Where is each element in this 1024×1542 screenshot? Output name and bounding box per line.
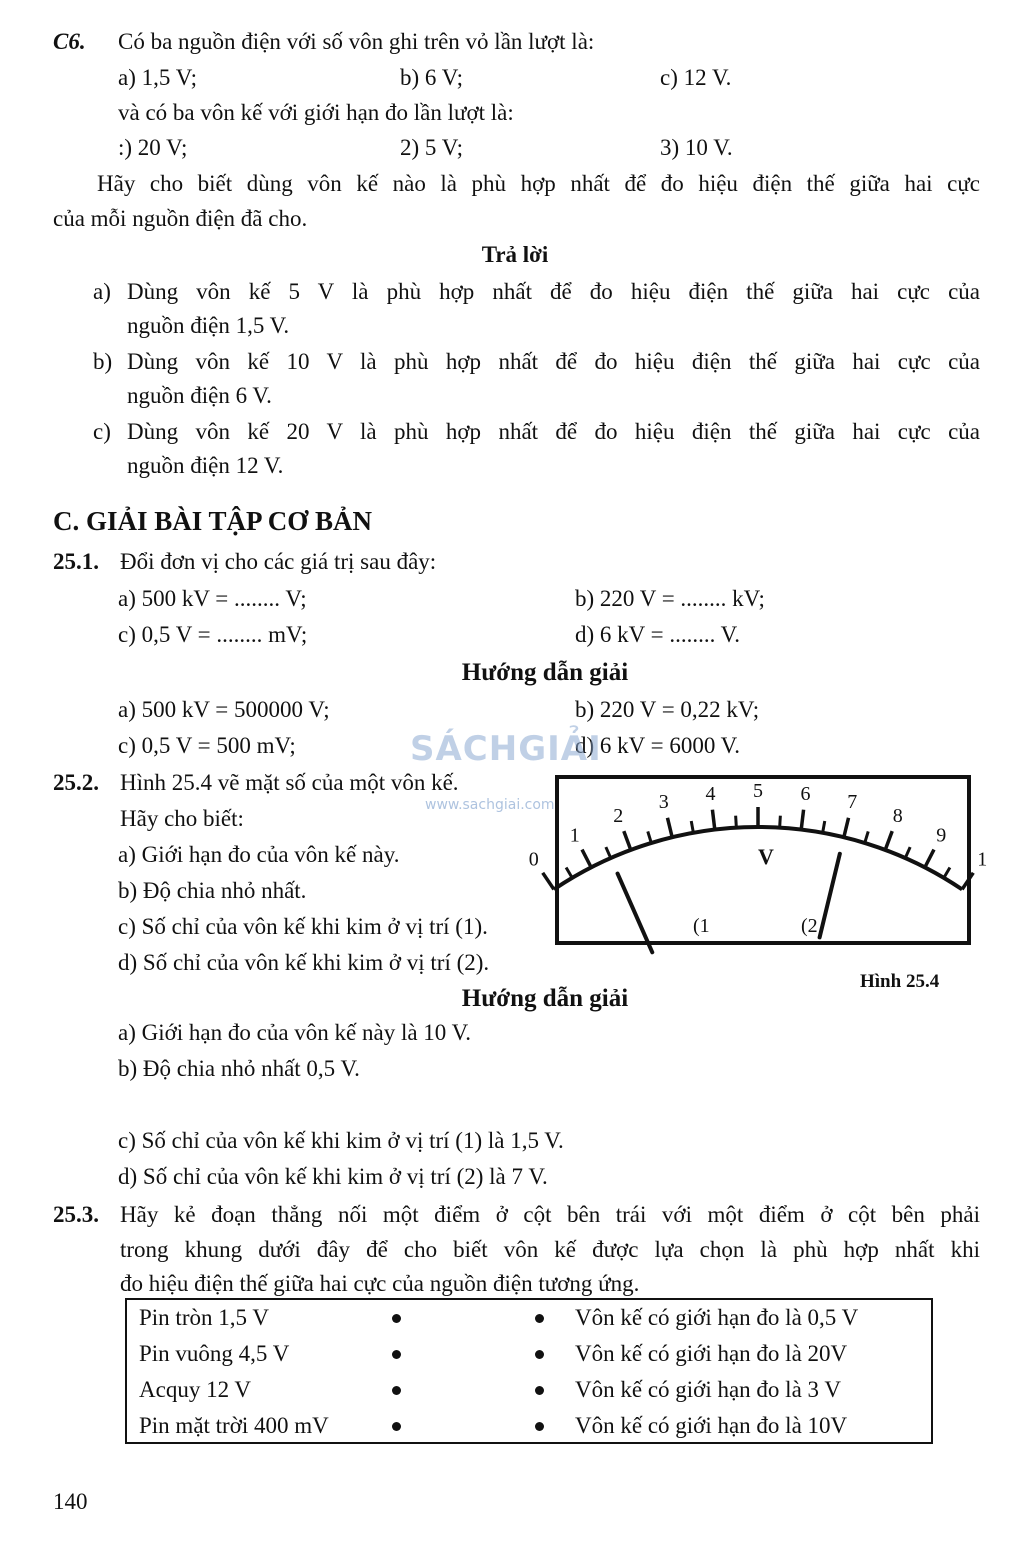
- section-c-title: C. GIẢI BÀI TẬP CƠ BẢN: [53, 506, 373, 536]
- c6-source-a: a) 1,5 V;: [118, 65, 197, 90]
- c6-ask-line2: của mỗi nguồn điện đã cho.: [53, 206, 308, 231]
- dial-number: 9: [936, 824, 947, 847]
- ex251-item-b: b) 220 V = ........ kV;: [575, 586, 765, 611]
- ex252-item-b: b) Độ chia nhỏ nhất.: [118, 878, 307, 903]
- watermark-url: www.sachgiai.com: [425, 797, 555, 813]
- needle-1-label: (1: [693, 915, 710, 937]
- dial-number: 5: [753, 780, 763, 802]
- dial-number: 2: [613, 805, 624, 828]
- left-dot[interactable]: [392, 1314, 401, 1323]
- ex252-item-d: d) Số chỉ của vôn kế khi kim ở vị trí (2).: [118, 950, 490, 975]
- ex252-answer-d: d) Số chỉ của vôn kế khi kim ở vị trí (2) là 7 V.: [118, 1164, 548, 1189]
- left-item: Pin tròn 1,5 V: [139, 1305, 269, 1330]
- ex252-guide-title: Hướng dẫn giải: [461, 985, 629, 1012]
- dial-minor-tick: [823, 821, 825, 833]
- ex251-answer-d: d) 6 kV = 6000 V.: [575, 733, 741, 758]
- matching-table: [125, 1298, 933, 1444]
- dial-number: 3: [658, 791, 669, 814]
- dial-number: 6: [800, 782, 811, 805]
- left-dot[interactable]: [392, 1422, 401, 1431]
- c6-voltmeter-1: :) 20 V;: [118, 135, 188, 160]
- right-dot[interactable]: [535, 1422, 544, 1431]
- ex251-answer-b: b) 220 V = 0,22 kV;: [575, 697, 760, 722]
- dial-number: 0: [528, 848, 539, 871]
- dial-number: 8: [892, 805, 903, 828]
- ex251-item-d: d) 6 kV = ........ V.: [575, 622, 741, 647]
- c6-answer-b-line1: Dùng vôn kế 10 V là phù hợp nhất để đo hiệu điện thế giữa hai cực của: [127, 349, 980, 374]
- ex251-answer-c: c) 0,5 V = 500 mV;: [118, 733, 296, 758]
- dial-number: 1: [977, 848, 988, 871]
- right-dot[interactable]: [535, 1386, 544, 1395]
- ex253-line3: đo hiệu điện thế giữa hai cực của nguồn điện tương ứng.: [120, 1271, 640, 1296]
- c6-voltmeter-intro: và có ba vôn kế với giới hạn đo lần lượt là:: [118, 100, 514, 125]
- needle-2-label: (2: [801, 915, 818, 937]
- right-item: Vôn kế có giới hạn đo là 20V: [575, 1341, 848, 1366]
- ex251-item-a: a) 500 kV = ........ V;: [118, 586, 307, 611]
- right-dot[interactable]: [535, 1314, 544, 1323]
- dial-major-tick: [543, 873, 554, 890]
- c6-answer-a-line2: nguồn điện 1,5 V.: [127, 313, 290, 338]
- c6-label: C6.: [53, 29, 86, 54]
- ex251-question: Đổi đơn vị cho các giá trị sau đây:: [120, 549, 437, 574]
- dial-number: 7: [847, 791, 858, 814]
- c6-answer-a-label: a): [93, 279, 111, 304]
- ex252-answer-c: c) Số chỉ của vôn kế khi kim ở vị trí (1) là 1,5 V.: [118, 1128, 564, 1153]
- watermark-text: SÁCHGIẢI: [410, 729, 602, 769]
- left-dot[interactable]: [392, 1350, 401, 1359]
- dial-minor-tick: [736, 816, 737, 828]
- right-item: Vôn kế có giới hạn đo là 0,5 V: [575, 1305, 859, 1330]
- ex251-item-c: c) 0,5 V = ........ mV;: [118, 622, 308, 647]
- ex252-label: 25.2.: [53, 770, 99, 795]
- right-item: Vôn kế có giới hạn đo là 3 V: [575, 1377, 841, 1402]
- c6-voltmeter-2: 2) 5 V;: [400, 135, 464, 160]
- left-dot[interactable]: [392, 1386, 401, 1395]
- table-row: [127, 1300, 931, 1336]
- ex252-answer-a: a) Giới hạn đo của vôn kế này là 10 V.: [118, 1020, 472, 1045]
- table-row: [127, 1336, 931, 1372]
- left-item: Acquy 12 V: [139, 1377, 252, 1402]
- c6-answer-a-line1: Dùng vôn kế 5 V là phù hợp nhất để đo hiệu điện thế giữa hai cực của: [127, 279, 980, 304]
- c6-answer-c-label: c): [93, 419, 111, 444]
- c6-voltmeter-3: 3) 10 V.: [660, 135, 733, 160]
- left-item: Pin vuông 4,5 V: [139, 1341, 290, 1366]
- ex252-item-a: a) Giới hạn đo của vôn kế này.: [118, 842, 400, 867]
- c6-source-b: b) 6 V;: [400, 65, 464, 90]
- figure-caption: Hình 25.4: [860, 971, 940, 992]
- ex253-line2: trong khung dưới đây để cho biết vôn kế được lựa chọn là phù hợp nhất khi: [120, 1237, 980, 1262]
- ex253-line1: Hãy kẻ đoạn thẳng nối một điểm ở cột bên trái với một điểm ở cột bên phải: [120, 1202, 980, 1227]
- dial-minor-tick: [691, 821, 693, 833]
- c6-answer-b-label: b): [93, 349, 113, 374]
- dial-major-tick: [801, 810, 803, 830]
- c6-source-c: c) 12 V.: [660, 65, 732, 90]
- c6-ask-line1: Hãy cho biết dùng vôn kế nào là phù hợp nhất để đo hiệu điện thế giữa hai cực: [97, 171, 980, 196]
- left-item: Pin mặt trời 400 mV: [139, 1413, 329, 1438]
- c6-answer-b-line2: nguồn điện 6 V.: [127, 383, 272, 408]
- ex252-item-c: c) Số chỉ của vôn kế khi kim ở vị trí (1).: [118, 914, 488, 939]
- c6-answer-title: Trả lời: [481, 242, 549, 267]
- right-item: Vôn kế có giới hạn đo là 10V: [575, 1413, 848, 1438]
- dial-number: 1: [569, 824, 580, 847]
- ex252-answer-b: b) Độ chia nhỏ nhất 0,5 V.: [118, 1056, 360, 1081]
- ex252-ask: Hãy cho biết:: [120, 806, 244, 831]
- dial-minor-tick: [780, 816, 781, 828]
- ex251-guide-title: Hướng dẫn giải: [461, 659, 629, 686]
- ex251-answer-a: a) 500 kV = 500000 V;: [118, 697, 330, 722]
- voltmeter-dial-figure: [528, 772, 988, 952]
- ex252-question: Hình 25.4 vẽ mặt số của một vôn kế.: [120, 770, 459, 795]
- c6-question: Có ba nguồn điện với số vôn ghi trên vỏ lần lượt là:: [118, 29, 595, 54]
- page-number: 140: [53, 1489, 88, 1514]
- ex253-label: 25.3.: [53, 1202, 99, 1227]
- table-row: [127, 1372, 931, 1408]
- c6-answer-c-line2: nguồn điện 12 V.: [127, 453, 284, 478]
- c6-answer-c-line1: Dùng vôn kế 20 V là phù hợp nhất để đo hiệu điện thế giữa hai cực của: [127, 419, 980, 444]
- dial-major-tick: [712, 810, 714, 830]
- ex251-label: 25.1.: [53, 549, 99, 574]
- dial-unit: V: [758, 844, 774, 869]
- dial-number: 4: [705, 782, 716, 805]
- right-dot[interactable]: [535, 1350, 544, 1359]
- table-row: [127, 1408, 931, 1444]
